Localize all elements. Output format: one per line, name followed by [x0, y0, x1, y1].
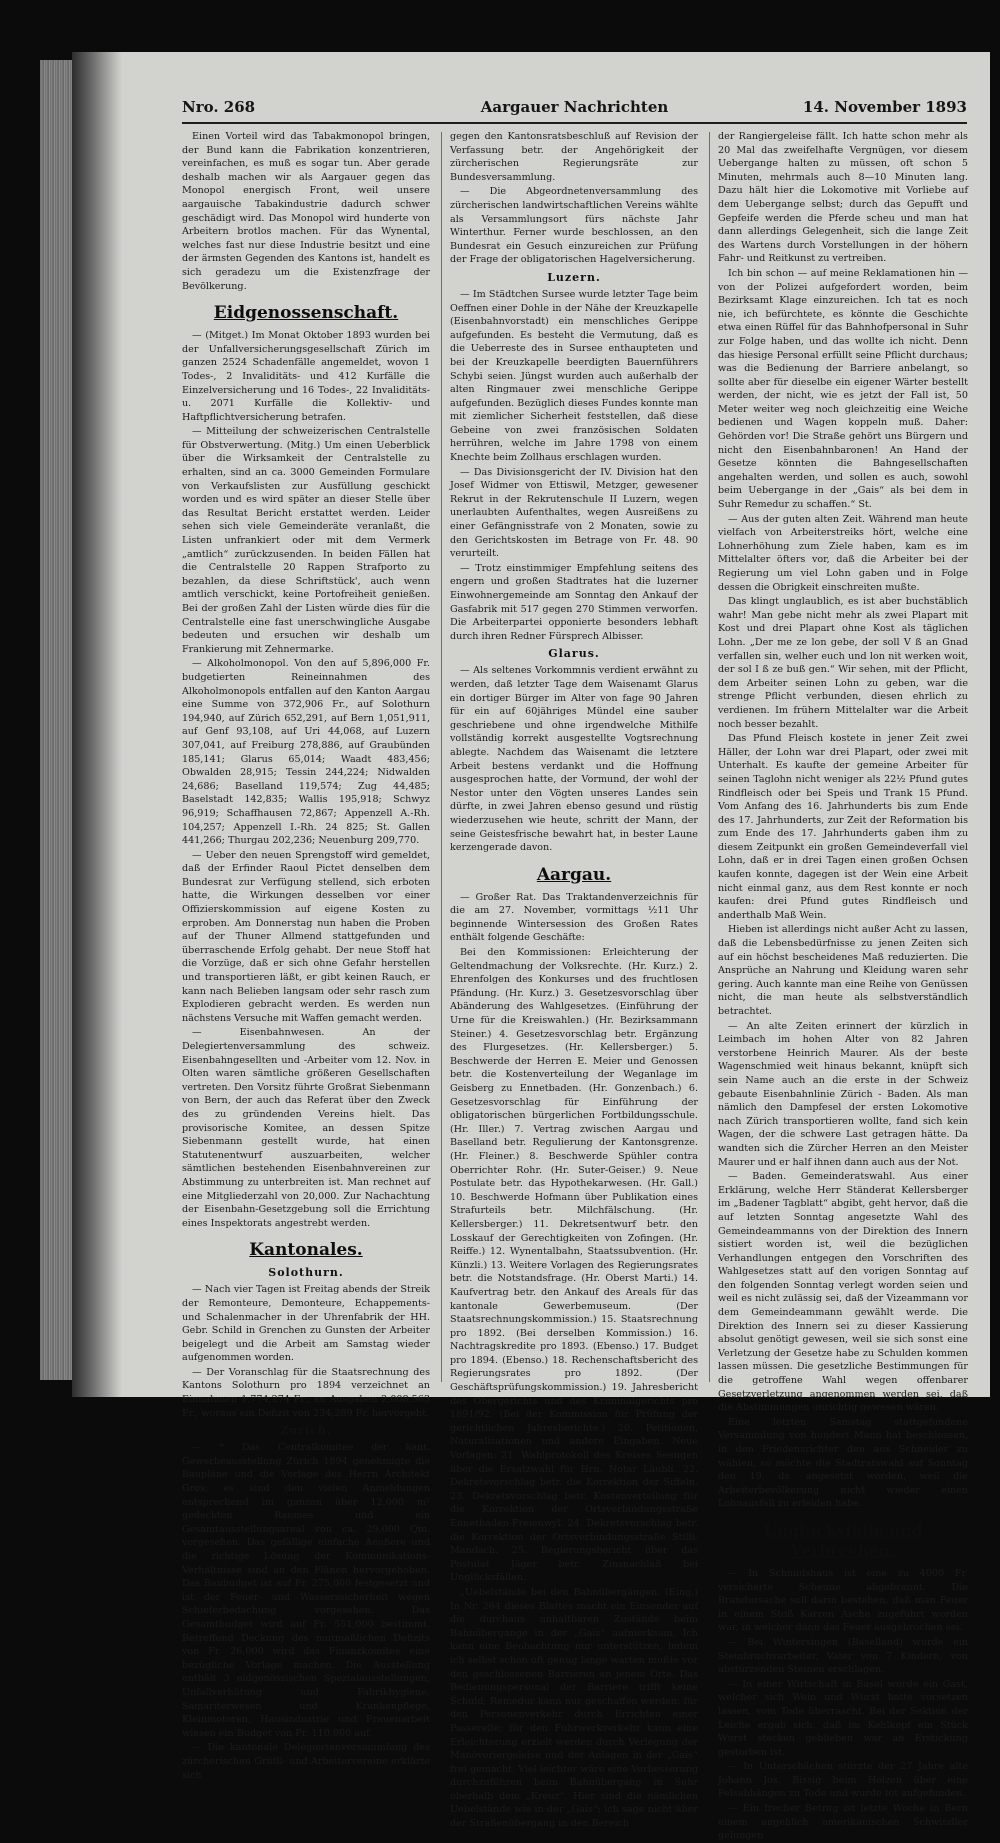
subheading-luzern: Luzern.: [547, 270, 601, 284]
article-paragraph: — Das Divisionsgericht der IV. Division hat den Josef Widmer von Ettiswil, Metzger, gewesener Rekrut in der Rekrutenschule II Luzern, wegen unerlaubten Aufenthaltes, wegen Ausreißens zu einer Gefängnisstrafe von 2 Monaten, sowie zu den Gerichtskosten im Betrage von Fr. 48. 90 verurteilt.: [450, 466, 698, 560]
article-paragraph: — Die kantonale Delegiertenversammlung des zürcherischen Grütli- und Arbeitervereine erklärte sich: [182, 1742, 430, 1781]
section-heading-eidgenossenschaft: Eidgenossenschaft.: [213, 303, 399, 324]
column-divider: [709, 132, 710, 1382]
article-paragraph: gegen den Kantonsratsbeschluß auf Revision der Verfassung betr. der Angehörigkeit der zürcherischen Regierungsräte zur Bundesversammlung.: [450, 131, 698, 183]
page-header: [182, 98, 967, 122]
article-paragraph: — Die Abgeordnetenversammlung des zürcherischen landwirtschaftlichen Vereins wählte als Versammlungsort fürs nächste Jahr Winterthur. Ferner wurde beschlossen, an den Bundesrat ein Gesuch einzureichen zur Prüfung der Frage der obligatorischen Hagelversicherung.: [450, 186, 698, 266]
header-rule: [182, 122, 967, 124]
article-paragraph: — In Unterschächen stürzte der 27 Jahre alte Johann Jos. Bissig beim Holzen über eine Felsabhängen zu Tode und wurde tot aufgefunden.: [718, 1761, 968, 1800]
article-paragraph: — Ueber den neuen Sprengstoff wird gemeldet, daß der Erfinder Raoul Pictet denselben dem Bundesrat zur Verfügung stellend, sich erboten hatte, die Wirkungen desselben vor einer Offizierskommission auf eigene Kosten zu erproben. Am Donnerstag nun haben die Proben auf der Thuner Allmend stattgefunden und überraschende Erfolg gehabt. Der neue Stoff hat die Vorzüge, daß er sich ohne Gefahr herstellen und transportieren läßt, er gibt keinen Rauch, er kann nach Belieben langsam oder sehr rasch zum Explodieren gebracht werden. Es werden nun nächstens Versuche mit Waffen gemacht werden.: [182, 849, 430, 1024]
article-paragraph: Eine letzten Samstag stattgefundene Versammlung von hundert Mann hat beschlossen, in den Friedensrichter den aus Schneider zu wählen, so möchte die Stadtratswahl auf Sonntag den 19. ds. angesetzt worden, weil die Arbeiterbevölkerung nicht wieder einen Lohnausfall zu erleiden habe.: [718, 1416, 968, 1510]
article-paragraph: „Uebelstände bei den Bahnübergängen. (Eing.) In Nr. 264 dieses Blattes macht ein Einsender auf die durchaus unhaltbaren Zustände beim Bahnübergange in der „Gais“ aufmerksam. Ich kann eine Beobachtung nur unterstützen, indem ich selbst schon oft genug lange warten mußte vor den geschlossenen Barrieren an jenem Orte. Das Bedienungspersonal der Barriere trifft keine Schuld; Remedur kann nur geschaffen werden: für den Personenverkehr durch Errichten einer Passerelle; für den Fuhrwerkverkehr kann eine Erleichterung erzielt werden durch Verlegung der Manöveriergeleise und der Anlagen in der „Gais“ frei gemacht. Viel leichter wäre eine Verbesserung durchzuführen beim Bahnübergang in Suhr oberhalb dem „Kreuz“. Hier sind die nämlichen Uebelstände wie in der „Gais“; ich sage nicht über der Straßenübergang in den Bereich: [450, 1586, 698, 1830]
issue-date: 14. November 1893: [802, 98, 967, 116]
article-paragraph: Bei den Kommissionen: Erleichterung der Geltendmachung der Volksrechte. (Hr. Kurz.) 2. Ehrenfolgen des Konkurses und des fruchtlosen Pfändung. (Hr. Kurz.) 3. Gesetzesvorschlag über Abänderung des Wahlgesetzes. (Einführung der Urne für die Kreiswahlen.) (Hr. Bezirksammann Steiner.) 4. Gesetzesvorschlag betr. Ergänzung des Flurgesetzes. (Hr. Kellersberger.) 5. Beschwerde der Herren E. Meier und Genossen betr. die Kostenverteilung der Weganlage im Geisberg zu Ennetbaden. (Hr. Gonzenbach.) 6. Gesetzesvorschlag für Einführung der obligatorischen bürgerlichen Fortbildungsschule. (Hr. Iller.) 7. Vertrag zwischen Aargau und Baselland betr. Regulierung der Kantonsgrenze. (Hr. Fleiner.) 8. Beschwerde Spühler contra Oberrichter Rohr. (Hr. Suter-Geiser.) 9. Neue Postulate betr. das Hypothekarwesen. (Hr. Gall.) 10. Beschwerde Hofmann über Publikation eines Strafurteils betr. Milchfälschung. (Hr. Kellersberger.) 11. Dekretsentwurf betr. den Losskauf der Gerechtigkeiten von Zofingen. (Hr. Reiffe.) 12. Wynentalbahn, Staatssubvention. (Hr. Künzli.) 13. Weitere Vorlagen des Regierungsrates betr. die Notstandsfrage. (Hr. Oberst Marti.) 14. Kaufvertrag betr. den Ankauf des Areals für das kantonale Gewerbemuseum. (Der Staatsrechnungskommission.) 15. Staatsrechnung pro 1892. (Bei derselben Kommission.) 16. Nachtragskredite pro 1893. (Ebenso.) 17. Budget pro 1894. (Ebenso.) 18. Rechenschaftsbericht des Regierungsrates pro 1892. (Der Geschäftsprüfungskommission.) 19. Jahresbericht des Obergerichts und des Kriminalgerichts pro 1891/92. (Bei der Kommission für Prüfung der gerichtlichen Jahresberichte.) 20. Petitionen, Naturalisationen und andere Eingaben. Neue Vorlagen: 21. Wahlprotokoll des Kreises Seengen über die Ersatzwahl für Hrn. Notar Läubli. 22. Dekretsvorschlag betr. die Korrektion der Siffeln. 23. Dekretsvorschlag betr. Kostenverteilung für die Korrektion der Ortsverbindungsstraße Ennetbaden-Freienwyl. 24. Dekretsvorschlag betr. die Korrektion der Ortsverbindungsstraße Stilli-Mandach. 25. Regierungsbericht über das Postulat Jäger betr. Zinsnachlaß bei Unglücksfällen.: [450, 947, 698, 1584]
article-paragraph: — Trotz einstimmiger Empfehlung seitens des engern und großen Stadtrates hat die luzerner Einwohnergemeinde am Sonntag den Ankauf der Gasfabrik mit 517 gegen 270 Stimmen verworfen. Die Arbeiterpartei opponierte besonders lebhaft durch ihren Redner Fürsprech Albisser.: [450, 562, 698, 642]
article-paragraph: Hieben ist allerdings nicht außer Acht zu lassen, daß die Lebensbedürfnisse zu jenen Zeiten sich auf ein höchst bescheidenes Maß reduzierten. Die Ansprüche an Nahrung und Kleidung waren sehr gering. Auch kannte man eine Reihe von Genüssen nicht, die man heute als selbstverständlich betrachtet.: [718, 924, 968, 1017]
page-gutter-shadow: [72, 52, 122, 1397]
article-paragraph: Einen Vorteil wird das Tabakmonopol bringen, der Bund kann die Fabrikation konzentrieren, vereinfachen, es muß es sogar tun. Aber gerade deshalb machen wir als Aargauer gegen das Monopol energisch Front, weil unsere aargauische Tabakindustrie dadurch schwer geschädigt wird. Das Monopol wird hunderte von Arbeitern brotlos machen. Für das Wynental, welches fast nur diese Industrie besitzt und eine der ärmsten Gegenden des Kantons ist, handelt es sich geradezu um die Existenzfrage der Bevölkerung.: [182, 131, 430, 292]
article-paragraph: — Im Städtchen Sursee wurde letzter Tage beim Oeffnen einer Dohle in der Nähe der Kreuzkapelle (Eisenbahnvorstadt) ein menschliches Gerippe aufgefunden. Es besteht die Vermutung, daß es die Ueberreste des in Sursee enthaupteten und bei der Kreuzkapelle beerdigten Bauernführers Schybi seien. Jüngst wurden auch außerhalb der alten Ringmauer zwei menschliche Gerippe aufgefunden. Bezüglich dieses Fundes konnte man mit ziemlicher Sicherheit feststellen, daß diese Gebeine von zwei französischen Soldaten herrühren, welche im Jahre 1798 von einem Knechte beim Zollhaus erschlagen wurden.: [450, 288, 698, 464]
section-heading-aargau: Aargau.: [536, 864, 612, 885]
article-paragraph: — * Das Centralkomitee der kant. Gewerbeausstellung Zürich 1894 genehmigte die Baupläne und die Vorlage des Herrn Architekt Gros; es sind den vielen Anmeldungen entsprechend im ganzen über 12,000 m² gedeckten Raumes und ein Gesamtausstellungsareal von ca. 29,000 Qm. vorgesehen. Das gefällige einfache Aeußere und die richtige Lösung der Kommunikations-Verhältnisse sind an den Plänen hervorgehoben. Das Baubudget ist auf Fr. 275,000 festgesetzt und ist der Feuer- und Wasserssicherheit wegen Schieferbedachung vorgesehen. Das Gesamtbudget wird auf Fr. 551,000 bestimmt. Betreffend Deckung des mutmaßlichen Defizits von Fr. 26,000 wird das Finanzkomitee eine bezügliche Vorlage machen. Die Ausstellung enthält 3 eidgenössischen Spezialausstellungen, Unfallverhütung und Fabrikhygiene, Samariterwesen und Krankenpflege, Kleinmotoren, Hausindustrie und Frauenarbeit wiesen ein Budget von Fr. 110,000 auf.: [182, 1442, 430, 1739]
article-paragraph: — An alte Zeiten erinnert der kürzlich in Leimbach im hohen Alter von 82 Jahren verstorbene Heinrich Maurer. Als der beste Wagenschmied weit hinaus bekannt, knüpft sich sein Name auch an die erste in der Schweiz gebaute Eisenbahnlinie Zürich - Baden. Als man nämlich den Dampfesel der ersten Lokomotive nach Zürich transportieren wollte, fand sich kein Wagen, der die schwere Last getragen hätte. Da wandten sich die Zürcher Herren an den Meister Maurer und er half ihnen dann auch aus der Not.: [718, 1020, 968, 1168]
newspaper-title: Aargauer Nachrichten: [480, 98, 669, 116]
article-paragraph: — Alkoholmonopol. Von den auf 5,896,000 Fr. budgetierten Reineinnahmen des Alkoholmonopols entfallen auf den Kanton Aargau eine Summe von 372,906 Fr., auf Solothurn 194,940, auf Zürich 652,291, auf Bern 1,051,911, auf Genf 93,108, auf Uri 44,068, auf Luzern 307,041, auf Freiburg 278,886, auf Graubünden 185,141; Glarus 65,014; Waadt 483,456; Obwalden 28,915; Tessin 244,224; Nidwalden 24,686; Baselland 119,574; Zug 44,485; Baselstadt 142,835; Wallis 195,918; Schwyz 96,919; Schaffhausen 72,867; Appenzell A.-Rh. 104,257; Appenzell I.-Rh. 24 825; St. Gallen 441,266; Thurgau 202,236; Neuenburg 209,770.: [182, 658, 430, 847]
article-paragraph: — Aus der guten alten Zeit. Während man heute vielfach von Arbeiterstreiks hört, welche eine Lohnerhöhung zum Ziele haben, kam es im Mittelalter öfters vor, daß die Arbeiter bei der Regierung um viel Lohn gaben und in Folge dessen die Obrigkeit einschreiten mußte.: [718, 513, 968, 593]
section-heading-kantonales: Kantonales.: [249, 1240, 363, 1261]
column-3: [718, 130, 968, 1842]
newspaper-page: [72, 52, 990, 1842]
article-paragraph: Das Pfund Fleisch kostete in jener Zeit zwei Häller, der Lohn war drei Plapart, oder zwei mit Unterhalt. Es kaufte der gemeine Arbeiter für seinen Taglohn nicht weniger als 22½ Pfund gutes Rindfleisch oder bei Speis und Trank 15 Pfund. Vom Anfang des 16. Jahrhunderts bis zum Ende des 17. Jahrhunderts, zur Zeit der Reformation bis zum Ende des 17. Jahrhunderts gaben ihm zu diesem Zeitpunkt ein großen Gemeindeverfall viel Lohn, daß er in drei Tagen einen großen Ochsen kaufen konnte, dagegen ist der Wein eine Arbeit nicht einmal ganz, aus dem Rest konnte er noch kaufen: drei Pfund gutes Rindfleisch und anderthalb Maß Wein.: [718, 733, 968, 921]
subheading-solothurn: Solothurn.: [268, 1266, 344, 1280]
article-paragraph: — Der Voranschlag für die Staatsrechnung des Kantons Solothurn pro 1894 verzeichnet an Einnahmen 1,774,274 Fr., an Ausgaben 2,008,563 Fr., woraus ein Defizit von 234,289 Fr. hervorgeht.: [182, 1366, 430, 1419]
book-page-edges: [40, 60, 75, 1380]
article-paragraph: — Als seltenes Vorkommnis verdient erwähnt zu werden, daß letzter Tage dem Waisenamt Glarus ein dortiger Bürger im Alter von fage 90 Jahren für ein auf 60jähriges Mündel eine sauber geschriebene und ohne irgendwelche Mithilfe vollständig korrekt ausgestellte Vogtsrechnung ablegte. Nachdem das Waisenamt die letztere Arbeit bestens verdankt und die Hoffnung ausgesprochen hatte, der Vormund, der wohl der Nestor unter den Vögten unseres Landes sein dürfte, in zwei Jahren ebenso gesund und rüstig wiederzusehen wie heute, schritt der Mann, der seine Geistesfrische bewahrt hat, in bester Laune kerzengerade davon.: [450, 665, 698, 854]
article-paragraph: der Rangiergeleise fällt. Ich hatte schon mehr als 20 Mal das zweifelhafte Vergnügen, vor diesem Uebergange halten zu müssen, oft schon 5 Minuten, mehrmals auch 8—10 Minuten lang. Dazu hält hier die Lokomotive mit Vorliebe auf dem Uebergange selbst; durch das Gepufft und Gepfeife werden die Pferde scheu und man hat dann allerdings Gelegenheit, sich die lange Zeit des Wartens durch Vorstellungen in der höhern Fahr- und Reitkunst zu vertreiben.: [718, 131, 968, 265]
article-paragraph: — In einer Wirtschaft in Basel wurde ein Gast, welcher sich Wein und Wurst hatte vorsetzen lassen, vom Tode überrascht. Bei der Sektion der Leiche ergab sich, daß im Kehlkopf ein Stück Wurst stecken geblieben war an Erstickung gestorben ist.: [718, 1678, 968, 1758]
column-1: [182, 130, 430, 1781]
subheading-zurich: Zürich.: [280, 1424, 332, 1438]
article-paragraph: — Großer Rat. Das Traktandenverzeichnis für die am 27. November, vormittags ½11 Uhr beginnende Wintersession des Großen Rates enthält folgende Geschäfte:: [450, 891, 698, 944]
section-heading-unglucksfalle: Unglücksfälle und Verbrechen.: [763, 1520, 923, 1560]
article-paragraph: — Bei Wintersingen (Baselland) wurde ein Steinbruchvarbeiter, Vater von 7 Kindern, von abstürzenden Steinen erschlagen.: [718, 1636, 968, 1676]
article-paragraph: Ich bin schon — auf meine Reklamationen hin — von der Polizei aufgefordert worden, beim Bezirksamt Klage einzureichen. Ich tat es noch nie, ich befürchtete, es könnte die Geschichte etwa einen Rüffel für das Bahnhofpersonal in Suhr zur Folge haben, und das wollte ich nicht. Denn das hiesige Personal erfüllt seine Pflicht durchaus; was die Bedienung der Barriere anbelangt, so sollte aber für dieselbe ein eigener Wärter bestellt werden, der nicht, wie es jetzt der Fall ist, 50 Meter weiter weg noch gleichzeitig eine Weiche bedienen und Wagen koppeln muß. Daher: Gehörden vor! Die Straße gehört uns Bürgern und nicht den Eisenbahnbaronen! An Hand der Gesetze könnten die Bahngesellschaften angehalten werden, und sollen es auch, sowohl beim Uebergange in der „Gais“ als bei dem in Suhr Remedur zu schaffen.“ St.: [718, 267, 968, 511]
article-paragraph: — Mitteilung der schweizerischen Centralstelle für Obstverwertung. (Mitg.) Um einen Ueberblick über die Wirksamkeit der Centralstelle zu erhalten, sind an ca. 3000 Gemeinden Formulare von Verkaufslisten zur Ausfüllung geschickt worden und es wird später an dieser Stelle über das Resultat Bericht erstattet werden. Leider sehen sich viele Gemeinderäte veranlaßt, die Listen unfrankiert oder mit dem Vermerk „amtlich“ zurückzusenden. In beiden Fällen hat die Centralstelle 20 Rappen Strafporto zu bezahlen, da diese Schriftstück', auch wenn amtlich verschickt, keine Portofreiheit genießen. Bei der großen Zahl der Listen würde dies für die Centralstelle eine fast unerschwingliche Ausgabe bedeuten und ersuchen wir deshalb um Frankierung mit Zehnermarke.: [182, 426, 430, 655]
article-paragraph: — Ein frecher Betrug ist letzte Woche in Bern einem angeblich amerikanischen Schwindler gelungen: [718, 1803, 968, 1842]
issue-number: Nro. 268: [182, 98, 256, 116]
column-2: [450, 130, 698, 1830]
article-paragraph: — Eisenbahnwesen. An der Delegiertenversammlung des schweiz. Eisenbahngesellten und -Arbeiter vom 12. Nov. in Olten waren sämtliche größeren Gesellschaften vertreten. Den Vorsitz führte Großrat Siebenmann von Bern, der auch das Referat über den Zweck des zu gründenden Vereins hielt. Das provisorische Komitee, an dessen Spitze Siebenmann gestellt wurde, hat einen Statutenentwurf auszuarbeiten, welcher sämtlichen bestehenden Eisenbahnvereinen zur Abstimmung zu unterbreiten ist. Man rechnet auf eine Mitgliederzahl von 20,000. Zur Nachachtung der Eisenbahn-Gesetzgebung soll die Errichtung eines Inspektorats angestrebt werden.: [182, 1027, 430, 1229]
article-paragraph: — Baden. Gemeinderatswahl. Aus einer Erklärung, welche Herr Ständerat Kellersberger im „Badener Tagblatt“ abgibt, geht hervor, daß die auf letzten Sonntag angesetzte Wahl des Gemeindeammanns von der Direktion des Innern sistiert worden ist, weil die bezüglichen Verhandlungen entgegen den Vorschriften des Wahlgesetzes statt auf den vorigen Sonntag auf den folgenden Sonntag verlegt worden seien und weil es nicht zulässig sei, daß der Vizeammann vor dem Gemeindeammann gewählt werde. Die Direktion des Innern sei zu dieser Kassierung absolut genötigt gewesen, weil sie sich sonst eine Verletzung der Gesetze habe zu Schulden kommen lassen müssen. Die gesetzliche Bestimmungen für die getroffene Wahl wegen offenbarer Gesetzverletzung angenommen werden sei, daß die Abstimmungen unrichtig gewesen wären.: [718, 1171, 968, 1414]
subheading-glarus: Glarus.: [548, 647, 600, 661]
article-paragraph: — (Mitget.) Im Monat Oktober 1893 wurden bei der Unfallversicherungsgesellschaft Zürich im ganzen 2524 Schadenfälle angemeldet, wovon 1 Todes-, 2 Invaliditäts- und 412 Kurfälle die Einzelversicherung und 16 Todes-, 22 Invaliditäts- u. 2071 Kurfälle die Kollektiv- und Haftpflichtversicherung betrafen.: [182, 330, 430, 423]
article-paragraph: — Nach vier Tagen ist Freitag abends der Streik der Remonteure, Demonteure, Echappements- und Schalenmacher in der Uhrenfabrik der HH. Gebr. Schild in Grenchen zu Gunsten der Arbeiter beigelegt und die Arbeit am Samstag wieder aufgenommen worden.: [182, 1284, 430, 1364]
article-paragraph: — In Schmidshaus ist eine zu 4000 Fr. versicherte Scheune abgebrannt. Die Brandursache soll darin bestehen, daß man Feuer in einem Stoß Karren Asche zugeführt worden war, in welcher dann das Feuer ausgebrochen sei.: [718, 1567, 968, 1634]
article-paragraph: Das klingt unglaublich, es ist aber buchstäblich wahr! Man gebe nicht mehr als zwei Plapart mit Kost und drei Plapart ohne Kost als täglichen Lohn. „Der me ze lon gebe, der soll V ß an Gnad verfallen sin, welher euch und lon nit werken woit, der sol I ß ze buß gen.“ Wir sehen, mit der Pflicht, dem Arbeiter seinen Lohn zu geben, war die strenge Pflicht verbunden, diesen ehrlich zu verdienen. Im frühern Mittelalter war die Arbeit noch besser bezahlt.: [718, 596, 968, 730]
column-divider: [441, 132, 442, 1382]
